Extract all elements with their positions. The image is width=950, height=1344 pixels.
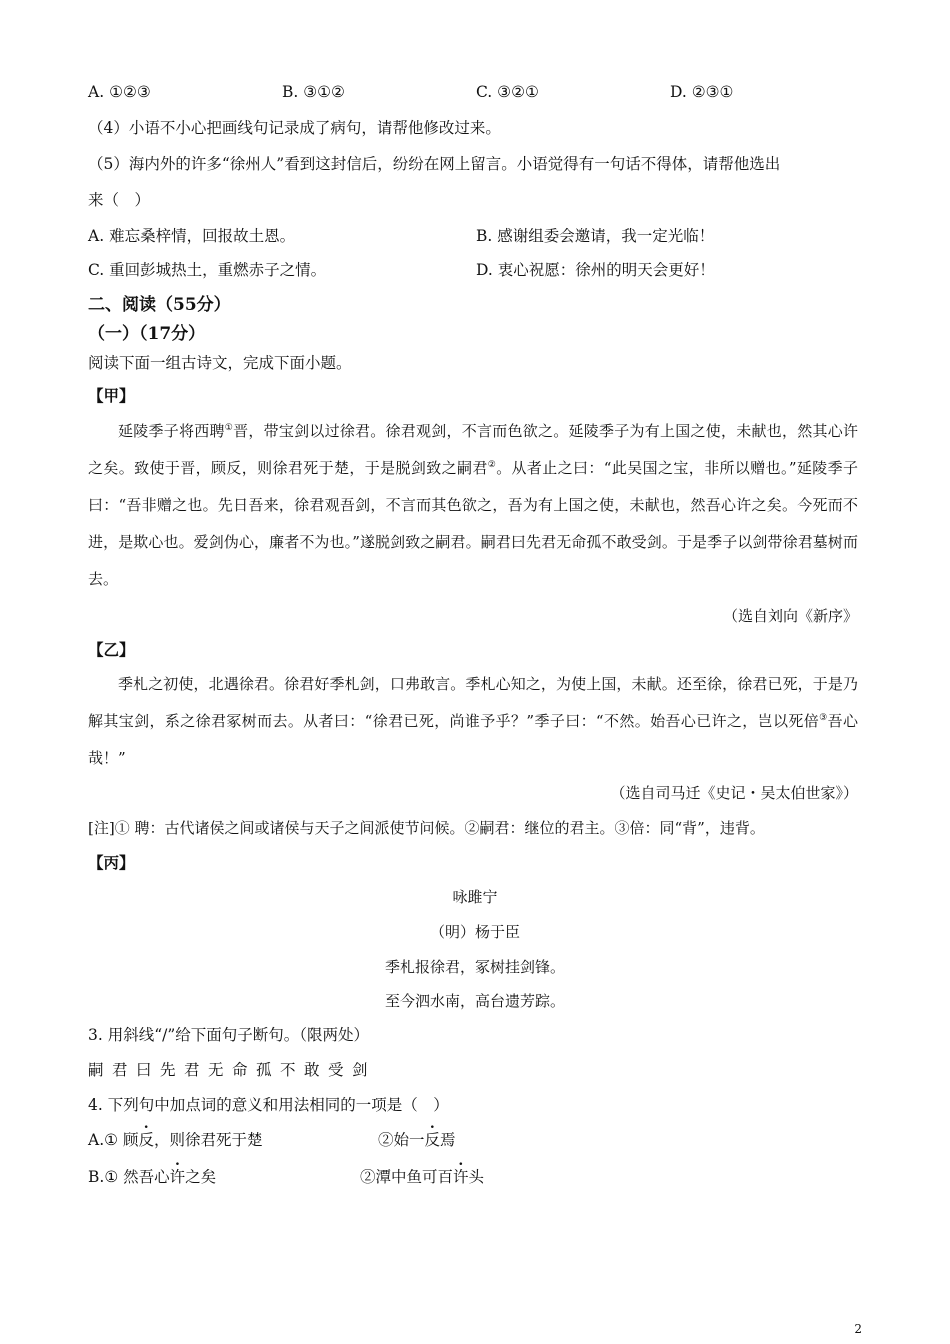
passage-yi-source: （选自司马迁《史记・吴太伯世家》）	[610, 784, 858, 802]
question-3-stem: 3. 用斜线“/”给下面句子断句。（限两处）	[88, 1026, 370, 1044]
sub-question-5-line2: 来（ ）	[88, 191, 151, 209]
instruction: 阅读下面一组古诗文，完成下面小题。	[88, 354, 352, 372]
page-number: 2	[854, 1322, 862, 1336]
sentence-char: 命	[232, 1061, 248, 1079]
q4-option-b-part2: ②潭中鱼可百许头	[360, 1168, 485, 1186]
sentence-char: 君	[184, 1061, 200, 1079]
q5-option-a: A. 难忘桑梓情，回报故土恩。	[88, 227, 296, 245]
q5-option-d: D. 衷心祝愿：徐州的明天会更好！	[476, 261, 715, 279]
emphasis-dot-char: 反	[138, 1131, 154, 1149]
poem-line-1: 季札报徐君，冢树挂剑锋。	[384, 958, 565, 976]
question-3-sentence	[88, 1060, 376, 1080]
q2-option-d: D. ②③①	[670, 83, 734, 101]
passage-bing-label: 【丙】	[88, 853, 135, 872]
sentence-char: 嗣	[88, 1061, 104, 1079]
sentence-char: 剑	[352, 1061, 368, 1079]
passage-jia: 延陵季子将西聘①晋，带宝剑以过徐君。徐君观剑，不言而色欲之。延陵季子为有上国之使，未献也，然其心许之矣。致使于晋，顾反，则徐君死于楚，于是脱剑致之嗣君②。从者止之曰：“此吴国之宝，非所以赠也。”延陵季子曰：“吾非赠之也。先日吾来，徐君观吾剑，不言而其色欲之，吾为有上国之使，未献也，然吾心许之矣。今死而不进，是欺心也。爱剑伪心，廉者不为也。”遂脱剑致之嗣君。嗣君曰先君无命孤不敢受剑。于是季子以剑带徐君墓树而去。	[88, 422, 858, 588]
q2-option-b: B. ③①②	[282, 83, 345, 101]
emphasis-dot-char: 反	[424, 1131, 441, 1149]
sentence-char: 不	[280, 1061, 296, 1079]
section-2-title: 二、阅读（55分）	[88, 295, 231, 315]
passage-yi-label: 【乙】	[88, 640, 135, 659]
emphasis-dot-char: 许	[169, 1168, 186, 1186]
sentence-char: 孤	[256, 1061, 272, 1079]
sentence-char: 先	[160, 1061, 176, 1079]
q2-option-c: C. ③②①	[476, 83, 539, 101]
passage-yi: 季札之初使，北遇徐君。徐君好季札剑，口弗敢言。季札心知之，为使上国，未献。还至徐，徐君已死，于是乃解其宝剑，系之徐君冢树而去。从者曰：“徐君已死，尚谁予乎？”季子曰：“不然。始吾心已许之，岂以死倍③吾心哉！”	[88, 675, 858, 767]
passage-jia-label: 【甲】	[88, 386, 135, 405]
sentence-char: 君	[112, 1061, 128, 1079]
annotation-notes: [注]① 聘：古代诸侯之间或诸侯与天子之间派使节问候。②嗣君：继位的君主。③倍：同“背”，违背。	[88, 819, 765, 837]
poem-author: （明）杨于臣	[429, 923, 520, 941]
sentence-char: 曰	[136, 1061, 152, 1079]
poem-title: 咏雎宁	[452, 888, 498, 906]
emphasis-dot-char: 许	[453, 1168, 469, 1186]
q5-option-b: B. 感谢组委会邀请，我一定光临！	[476, 227, 715, 245]
question-4-stem: 4. 下列句中加点词的意义和用法相同的一项是（ ）	[88, 1096, 449, 1114]
q4-option-a-part1: A.① 顾反，则徐君死于楚	[88, 1131, 263, 1149]
q2-option-a: A. ①②③	[88, 83, 151, 101]
sub-question-5-line1: （5）海内外的许多“徐州人”看到这封信后，纷纷在网上留言。小语觉得有一句话不得体，请帮他选出	[88, 155, 781, 173]
poem-line-2: 至今泗水南，高台遗芳踪。	[384, 992, 565, 1010]
sentence-char: 受	[328, 1061, 344, 1079]
passage-jia-source: （选自刘向《新序》	[722, 607, 858, 625]
q4-option-b-part1: B.① 然吾心许之矣	[88, 1168, 217, 1186]
sub-question-4: （4）小语不小心把画线句记录成了病句，请帮他修改过来。	[88, 119, 501, 137]
q5-option-c: C. 重回彭城热土，重燃赤子之情。	[88, 261, 327, 279]
sentence-char: 敢	[304, 1061, 320, 1079]
part-1-title: （一）（17分）	[88, 324, 206, 344]
sentence-char: 无	[208, 1061, 224, 1079]
q4-option-a-part2: ②始一反焉	[378, 1131, 456, 1149]
